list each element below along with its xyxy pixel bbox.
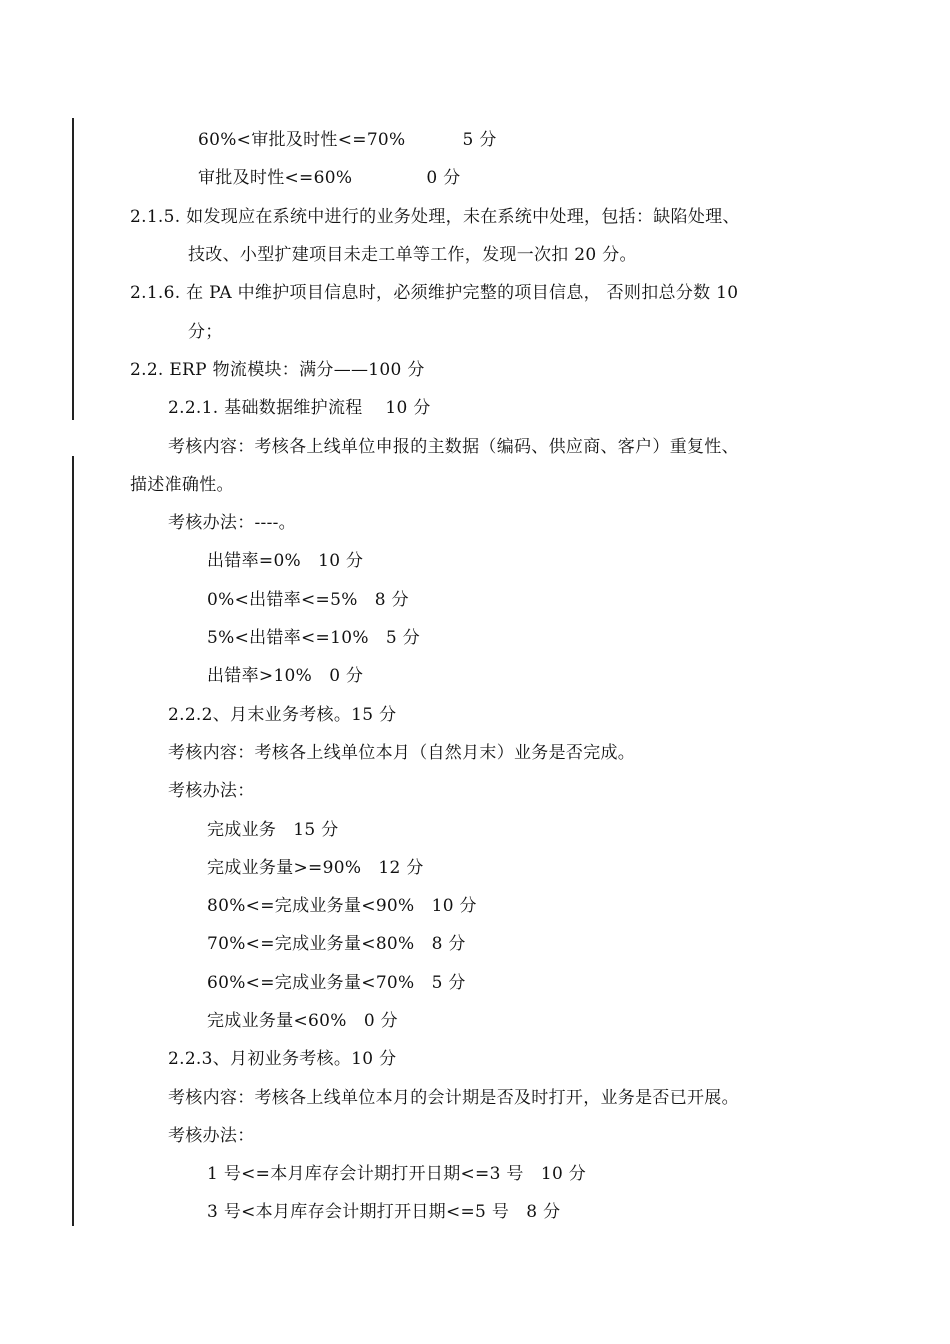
criteria-item: 出错率>10% 0 分 — [207, 666, 364, 686]
criteria-item: 1 号<=本月库存会计期打开日期<=3 号 10 分 — [207, 1164, 587, 1184]
text-line: 审批及时性<=60% 0 分 — [198, 168, 461, 188]
criteria-item: 完成业务 15 分 — [207, 820, 339, 840]
section-2-1-5: 2.1.5. 如发现应在系统中进行的业务处理，未在系统中处理，包括：缺陷处理、 — [130, 207, 740, 227]
section-2-2-3-heading: 2.2.3、月初业务考核。10 分 — [168, 1049, 397, 1069]
criteria-item: 70%<=完成业务量<80% 8 分 — [207, 934, 466, 954]
section-2-2-2-heading: 2.2.2、月末业务考核。15 分 — [168, 705, 397, 725]
criteria-item: 完成业务量>=90% 12 分 — [207, 858, 424, 878]
criteria-item: 完成业务量<60% 0 分 — [207, 1011, 398, 1031]
text-line: 分； — [188, 322, 223, 342]
section-2-2-heading: 2.2. ERP 物流模块：满分——100 分 — [130, 360, 425, 380]
text-line: 技改、小型扩建项目未走工单等工作，发现一次扣 20 分。 — [188, 245, 637, 265]
revision-bar-bottom — [72, 456, 74, 1226]
text-line: 考核办法： — [168, 1126, 255, 1146]
text-line: 考核办法： — [168, 781, 255, 801]
criteria-item: 5%<出错率<=10% 5 分 — [207, 628, 421, 648]
text-line: 60%<审批及时性<=70% 5 分 — [198, 130, 497, 150]
criteria-item: 80%<=完成业务量<90% 10 分 — [207, 896, 477, 916]
criteria-item: 60%<=完成业务量<70% 5 分 — [207, 973, 466, 993]
revision-bar-top — [72, 118, 74, 420]
criteria-item: 0%<出错率<=5% 8 分 — [207, 590, 409, 610]
criteria-item: 3 号<本月库存会计期打开日期<=5 号 8 分 — [207, 1202, 561, 1222]
criteria-item: 出错率=0% 10 分 — [207, 551, 364, 571]
section-2-1-6: 2.1.6. 在 PA 中维护项目信息时，必须维护完整的项目信息， 否则扣总分数 10 — [130, 283, 739, 303]
text-line: 描述准确性。 — [130, 475, 234, 495]
text-line: 考核内容：考核各上线单位本月（自然月末）业务是否完成。 — [168, 743, 636, 763]
text-line: 考核内容：考核各上线单位本月的会计期是否及时打开，业务是否已开展。 — [168, 1088, 739, 1108]
section-2-2-1-heading: 2.2.1. 基础数据维护流程 10 分 — [168, 398, 431, 418]
text-line: 考核办法：----。 — [168, 513, 296, 533]
text-line: 考核内容：考核各上线单位申报的主数据（编码、供应商、客户）重复性、 — [168, 437, 739, 457]
